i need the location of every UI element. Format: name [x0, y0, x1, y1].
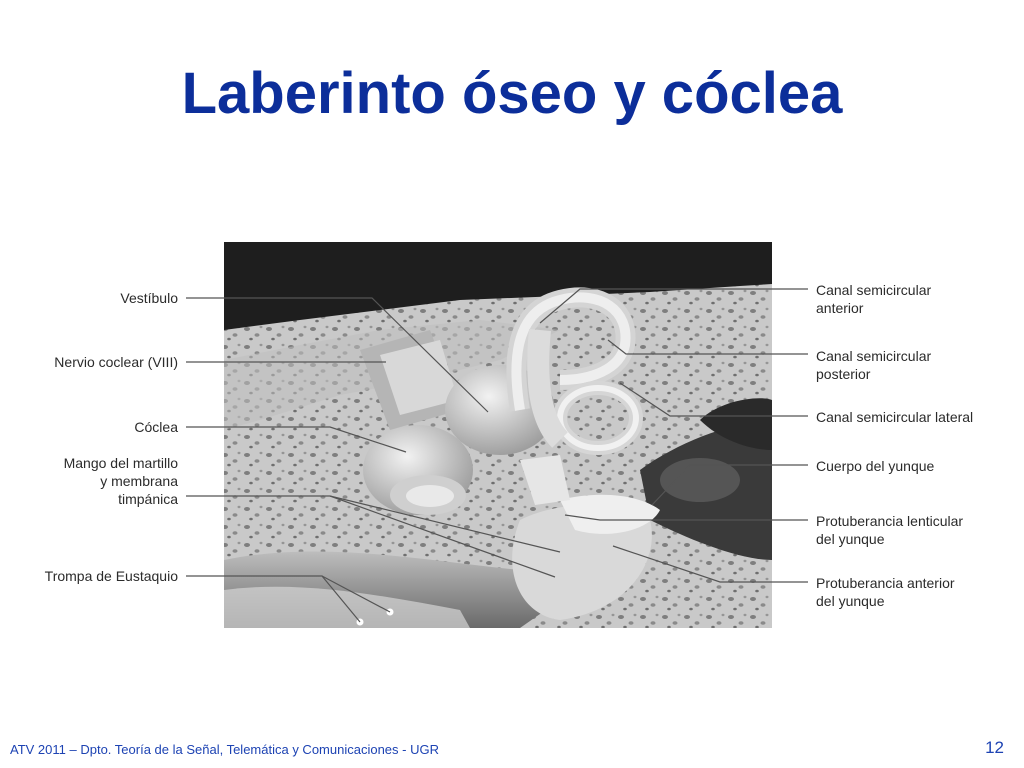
label-protuberancia-anterior-line-2: del yunque — [816, 593, 885, 609]
label-canal-semicircular-posterior — [816, 347, 931, 383]
label-cuerpo-yunque-text: Cuerpo del yunque — [816, 458, 935, 474]
label-canal-anterior-line-1: Canal semicircular — [816, 282, 932, 298]
label-trompa-eustaquio-text: Trompa de Eustaquio — [44, 568, 178, 584]
label-canal-posterior-line-2: posterior — [816, 366, 871, 382]
label-nervio-coclear — [54, 353, 178, 371]
label-canal-semicircular-anterior — [816, 281, 931, 317]
label-vestibulo — [120, 289, 178, 307]
label-canal-posterior-line-1: Canal semicircular — [816, 348, 932, 364]
label-protuberancia-lenticular — [816, 512, 963, 548]
label-coclea-text: Cóclea — [134, 419, 178, 435]
anatomy-photo — [224, 242, 772, 628]
label-mango-martillo — [64, 454, 178, 508]
label-canal-lateral-text: Canal semicircular lateral — [816, 409, 974, 425]
label-canal-semicircular-lateral — [816, 408, 973, 426]
label-protuberancia-anterior — [816, 574, 955, 610]
label-mango-martillo-line-1: Mango del martillo — [63, 455, 178, 471]
label-coclea — [134, 418, 178, 436]
label-canal-anterior-line-2: anterior — [816, 300, 864, 316]
slide-title: Laberinto óseo y cóclea — [181, 61, 843, 126]
label-protuberancia-lenticular-line-2: del yunque — [816, 531, 885, 547]
label-mango-martillo-line-2: y membrana — [100, 473, 178, 489]
label-trompa-eustaquio — [45, 567, 178, 585]
slide-footer: ATV 2011 – Dpto. Teoría de la Señal, Telemática y Comunicaciones - UGR — [10, 742, 439, 757]
page-number: 12 — [985, 738, 1004, 757]
label-vestibulo-text: Vestíbulo — [120, 290, 178, 306]
label-cuerpo-yunque — [816, 457, 934, 475]
label-protuberancia-anterior-line-1: Protuberancia anterior — [816, 575, 955, 591]
label-protuberancia-lenticular-line-1: Protuberancia lenticular — [816, 513, 964, 529]
label-mango-martillo-line-3: timpánica — [118, 491, 178, 507]
label-nervio-coclear-text: Nervio coclear (VIII) — [54, 354, 178, 370]
